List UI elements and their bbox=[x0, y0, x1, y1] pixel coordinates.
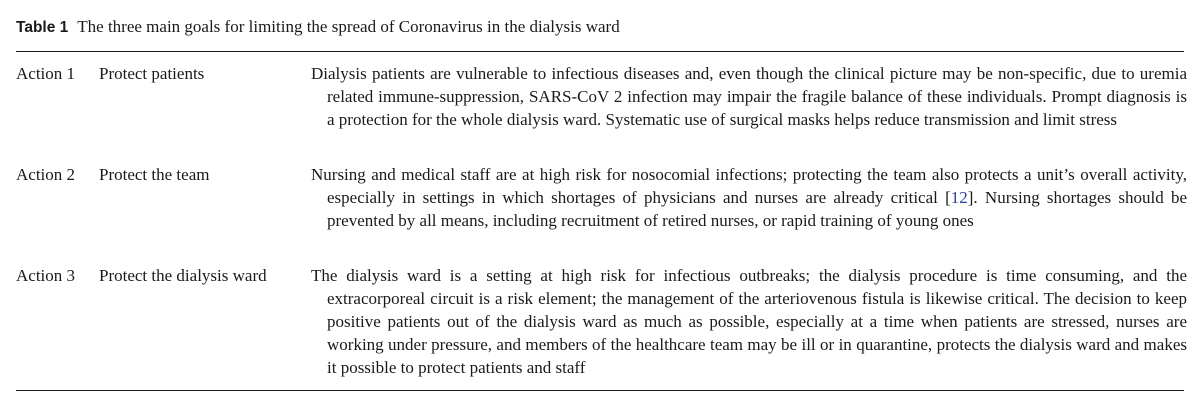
description-part: ]. Nursing shortages should be prevented by all means, including recruitment of retired nurses, or rapid training of young ones bbox=[327, 188, 1188, 230]
table-label: Table 1 bbox=[16, 19, 69, 36]
goal-label: Protect patients bbox=[99, 64, 205, 83]
goal-label: Protect the dialysis ward bbox=[99, 266, 267, 285]
action-label: Action 3 bbox=[16, 266, 76, 285]
action-label: Action 2 bbox=[16, 165, 76, 184]
goal-description: The dialysis ward is a setting at high risk for infectious outbreaks; the dialysis procedure is time consuming, and the extracorporeal circuit is a risk element; the management of the arteriovenous fistula is likewise critical. The decision to keep positive patients out of the dialysis ward as much as possible, especially at a time when patients are stressed, nurses are working under pressure, and members of the healthcare team may be ill or in quarantine, protects the dialysis ward and makes it possible to protect patients and staff bbox=[311, 266, 1187, 377]
table-caption-text: The three main goals for limiting the spread of Coronavirus in the dialysis ward bbox=[77, 17, 620, 36]
citation-link[interactable]: 12 bbox=[950, 188, 968, 207]
bottom-rule bbox=[16, 390, 1184, 391]
goal-description bbox=[311, 163, 1187, 232]
table-caption bbox=[16, 15, 620, 40]
top-rule bbox=[16, 51, 1184, 52]
goal-description: Dialysis patients are vulnerable to infectious diseases and, even though the clinical picture may be non-specific, due to uremia related immune-suppression, SARS-CoV 2 infection may impair the fragile balance of these individuals. Prompt diagnosis is a protection for the whole dialysis ward. Systematic use of surgical masks helps reduce transmission and limit stress bbox=[311, 64, 1187, 129]
goal-label: Protect the team bbox=[99, 165, 210, 184]
description-part: Nursing and medical staff are at high risk for nosocomial infections; protecting the team also protects a unit’s overall activity, especially in settings in which shortages of physicians and nurses are already critical [ bbox=[311, 165, 1187, 207]
action-label: Action 1 bbox=[16, 64, 76, 83]
